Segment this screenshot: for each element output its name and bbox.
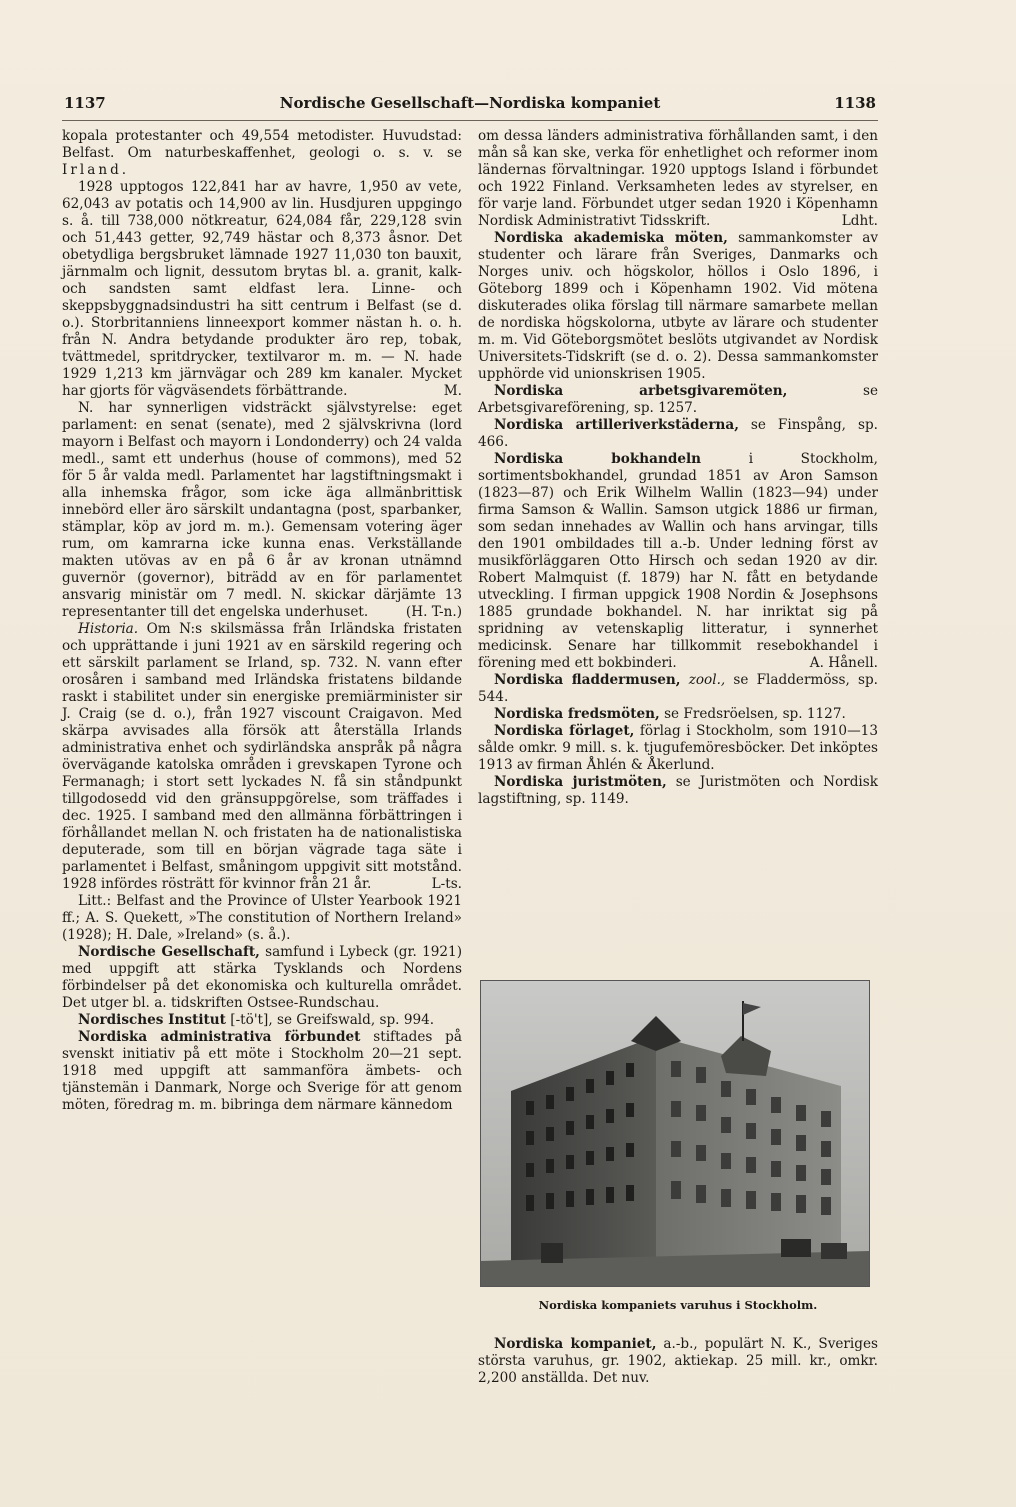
entry-head: Nordiska administrativa förbundet <box>78 1029 361 1045</box>
left-column <box>62 128 462 1114</box>
entry-head: Nordiska förlaget, <box>494 723 635 739</box>
entry-head: Nordiska bokhandeln <box>494 451 702 467</box>
entry-head: Nordiska juristmöten, <box>494 774 667 790</box>
entry-nordiska-kompaniet <box>478 1336 878 1387</box>
entry: Nordiska kompaniet, a.-b., populärt N. K., Sveriges största varuhus, gr. 1902, aktiekap. 25 mill. kr., omkr. 2,200 anställda. Det nuv. <box>478 1336 879 1386</box>
entry: Nordiska artilleriverkstäderna, se Finspång, sp. 466. <box>478 417 878 450</box>
entry-head: Nordisches Institut <box>78 1012 226 1028</box>
entry: Nordiska förlaget, förlag i Stockholm, som 1910—13 sålde omkr. 9 mill. s. k. tjugufemöresböcker. Det inköptes 1913 av firman Åhlén & Åkerlund. <box>478 723 878 773</box>
photo-caption: Nordiska kompaniets varuhus i Stockholm. <box>538 1298 818 1312</box>
entry: Nordiska bokhandeln i Stockholm, sortimentsbokhandel, grundad 1851 av Aron Samson (1823—87) och Erik Wilhelm Wallin (1823—94) under firma Samson & Wallin. Samson utgick 1886 ur firman, som sedan innehades av Wallin och hans arvingar, tills den 1901 ombildades till a.-b. Under ledning först av musikförläggaren Otto Hirsch och sedan 1920 av dir. Robert Malmquist (f. 1879) har N. fått en betydande utveckling. I firman uppgick 1908 Nordin & Josephsons 1885 grundade bokhandel. N. har inriktat sig på spridning av vetenskaplig litteratur, i synnerhet medicinsk. Senare har tillkommit resebokhandel i förening med ett bokbinderi. A. Hånell. <box>478 451 878 671</box>
paragraph: Litt.: Belfast and the Province of Ulster Yearbook 1921 ff.; A. S. Quekett, »The constitution of Northern Ireland» (1928); H. Dale, »Ireland» (s. å.). <box>62 893 462 943</box>
entry: Nordiska juristmöten, se Juristmöten och Nordisk lagstiftning, sp. 1149. <box>478 774 878 807</box>
entry: Nordisches Institut [-tö't], se Greifswald, sp. 994. <box>78 1012 435 1028</box>
running-title: Nordische Gesellschaft—Nordiska kompaniet <box>279 94 661 112</box>
entry: Nordische Gesellschaft, samfund i Lybeck (gr. 1921) med uppgift att stärka Tysklands och Nordens förbindelser på det ekonomiska och kulturella området. Det utger bl. a. tidskriften Ostsee-Rundschau. <box>62 944 462 1011</box>
paragraph: N. har synnerligen vidsträckt självstyrelse: eget parlament: en senat (senate), med 2 självskrivna (lord mayorn i Belfast och mayorn i Londonderry) och 24 valda medl., samt ett underhus (house of commons), med 52 för 5 år valda medl. Parlamentet har lagstiftningsmakt i alla inhemska frågor, som icke äga allmänbrittisk innebörd eller äro särskilt undantagna (post, sparbanker, stämplar, köp av jord m. m.). Gemensam votering äger rum, om kamrarna icke kunna enas. Verkställande makten utövas av en på 6 år av kronan utnämnd guvernör (governor), biträdd av en för parlamentet ansvarig ministär om 7 medl. N. skickar därjämte 13 representanter till det engelska underhuset. (H. T-n.) <box>62 400 462 620</box>
entry-head: Nordiska fredsmöten, <box>494 706 660 722</box>
paragraph: 1928 upptogos 122,841 har av havre, 1,950 av vete, 62,043 av potatis och 14,900 av lin. Husdjuren uppgingo s. å. till 738,000 nötkreatur, 624,084 får, 229,128 svin och 51,443 getter, 92,749 hästar och 8,373 åsnor. Det obetydliga bergsbruket lämnade 1927 11,030 ton bauxit, järnmalm och lignit, dessutom brytas bl. a. granit, kalk- och sandsten samt eldfast lera. Linne- och skeppsbyggnadsindustri ha sitt centrum i Belfast (se d. o.). Storbritanniens linneexport kommer nästan h. o. h. från N. Andra betydande produkter äro rep, tobak, tvättmedel, spritdrycker, textilvaror m. m. — N. hade 1929 1,213 km järnvägar och 289 km kanaler. Mycket har gjorts för vägväsendets förbättrande. M. <box>62 179 462 399</box>
entry-head: Nordiska kompaniet, <box>494 1336 657 1352</box>
entry-head: Nordische Gesellschaft, <box>78 944 260 960</box>
department-store-photo <box>480 980 870 1287</box>
entry-head: Nordiska arbetsgivaremöten, <box>494 383 788 399</box>
entry-head: Nordiska akademiska möten, <box>494 230 728 246</box>
header-rule <box>62 120 878 121</box>
right-column <box>478 128 878 808</box>
entry-head: Nordiska fladdermusen, <box>494 672 681 688</box>
entry: Nordiska fredsmöten, se Fredsröelsen, sp. 1127. <box>494 706 846 722</box>
entry: Nordiska arbetsgivaremöten, se Arbetsgivareförening, sp. 1257. <box>478 383 878 416</box>
entry-head: Nordiska artilleriverkstäderna, <box>494 417 739 433</box>
entry: Nordiska fladdermusen, zool., se Fladdermöss, sp. 544. <box>478 672 878 705</box>
entry: Nordiska administrativa förbundet stiftades på svenskt initiativ på ett möte i Stockholm 20—21 sept. 1918 med uppgift att sammanföra ämbets- och tjänstemän i Danmark, Norge och Sverige för att genom möten, föredrag m. m. bibringa dem närmare kännedom <box>62 1029 462 1113</box>
paragraph: kopala protestanter och 49,554 metodister. Huvudstad: Belfast. Om naturbeskaffenhet, geologi o. s. v. se Irland. <box>62 128 462 178</box>
entry: Nordiska akademiska möten, sammankomster av studenter och lärare från Sveriges, Danmarks och Norges univ. och högskolor, höllos i Oslo 1896, i Göteborg 1899 och i Köpenhamn 1902. Vid mötena diskuterades olika förslag till närmare samarbete mellan de nordiska högskolorna, utbyte av lärare och studenter m. m. Vid Göteborgsmötet beslöts utgivandet av Nordisk Universitets-Tidskrift (se d. o. 2). Dessa sammankomster upphörde vid unionskrisen 1905. <box>478 230 878 382</box>
paragraph: Historia. Om N:s skilsmässa från Irländska fristaten och upprättande i juni 1921 av en särskild regering och ett särskilt parlament se Irland, sp. 732. N. vann efter orosåren i samband med Irländska fristatens bildande raskt i stabilitet under sin energiske premiärminister sir J. Craig (se d. o.), från 1927 viscount Craigavon. Med skärpa avvisades alla försök att återställa Irlands administrativa enhet och sydirländska anspråk på några övervägande katolska områden i grevskapen Tyrone och Fermanagh; i stort sett lyckades N. få sin ståndpunkt tillgodosedd vid den gränsuppgörelse, som träffades i dec. 1925. I samband med den allmänna förbättringen i förhållandet mellan N. och fristaten ha de nationalistiska deputerade, som till en början vägrade taga säte i parlamentet i Belfast, småningom uppgivit sitt motstånd. 1928 infördes rösträtt för kvinnor från 21 år. L-ts. <box>62 621 462 892</box>
page-header <box>64 94 876 118</box>
page-number-left: 1137 <box>64 94 106 112</box>
paragraph: om dessa länders administrativa förhållanden samt, i den mån så kan ske, verka för enhetlighet och reformer inom ländernas förvaltningar. 1920 upptogs Island i förbundet och 1922 Finland. Verksamheten ledes av styrelser, en för varje land. Förbundet utger sedan 1920 i Köpenhamn Nordisk Administrativt Tidsskrift. Ldht. <box>478 128 878 229</box>
page-number-right: 1138 <box>834 94 876 112</box>
building-illustration <box>481 981 869 1286</box>
